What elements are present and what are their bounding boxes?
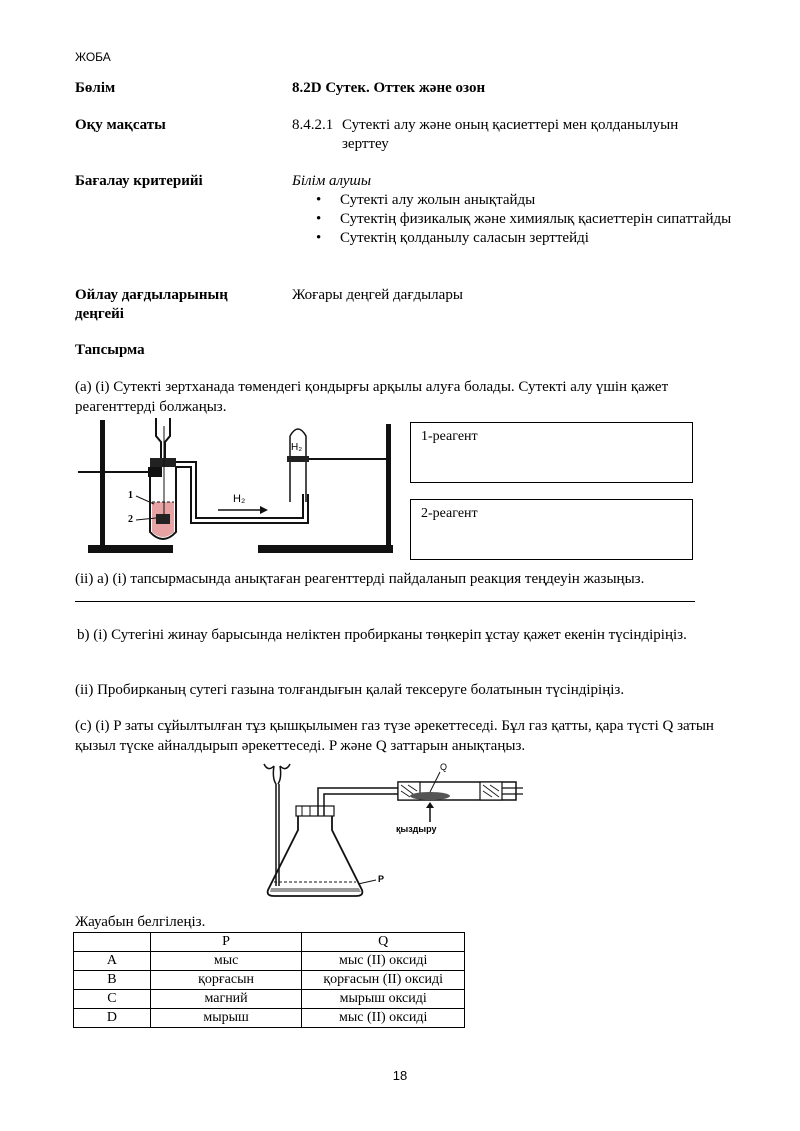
task-title: Тапсырма	[75, 342, 145, 358]
draft-label: ЖОБА	[75, 50, 111, 64]
criteria-item: • Сутектің қолданылу саласын зерттейді	[316, 230, 589, 246]
objective-code: 8.4.2.1	[292, 117, 334, 133]
table-row[interactable]	[74, 1009, 465, 1028]
label-q: Q	[440, 762, 448, 772]
collector-label-h2: H₂	[291, 442, 303, 453]
section-label: Бөлім	[75, 80, 116, 96]
option-letter[interactable]: D	[74, 1009, 151, 1028]
answers-table	[73, 932, 465, 1028]
label-1: 1	[128, 490, 133, 501]
label-heat: қыздыру	[396, 824, 437, 834]
option-q: қорғасын (II) оксиді	[302, 971, 465, 990]
option-p: мырыш	[150, 1009, 302, 1028]
question-b-ii: (ii) Пробирканың сутегі газына толғандығын қалай тексеруге болатынын түсіндіріңіз.	[75, 682, 625, 698]
question-a-i: (а) (і) Сутекті зертханада төмендегі қондырғы арқылы алуға болады. Сутекті алу үшін қажет реагенттерді болжаңыз.	[75, 379, 669, 415]
page-number: 18	[392, 1068, 408, 1083]
question-c-i: (с) (і) P заты сұйылтылған тұз қышқылымен газ түзе әрекеттеседі. Бұл газ қатты, қара түсті Q затын қызыл түске айналдырып әрекеттеседі. P және Q заттарын анықтаңыз.	[75, 718, 714, 754]
reagent-1-box[interactable]	[410, 422, 693, 483]
option-p: магний	[150, 990, 302, 1009]
question-b-i: b) (і) Сутегіні жинау барысында неліктен пробирканы төңкеріп ұстау қажет екенін түсіндіріңіз.	[77, 627, 687, 643]
table-row[interactable]	[74, 971, 465, 990]
criteria-block	[292, 172, 732, 248]
criteria-list	[292, 191, 732, 248]
bullet-icon: •	[316, 211, 322, 227]
criteria-intro: Білім алушы	[292, 173, 372, 189]
objective-text: Сутекті алу және оның қасиеттері мен қолданылуын зерттеу	[342, 117, 679, 152]
reagent-1-label: 1-реагент	[421, 429, 478, 444]
option-p: мыс	[150, 952, 302, 971]
answer-prompt: Жауабын белгілеңіз.	[75, 914, 206, 930]
hydrogen-apparatus-diagram	[78, 414, 398, 554]
bullet-icon: •	[316, 192, 322, 208]
criteria-item: • Сутектің физикалық және химиялық қасиеттерін сипаттайды	[316, 211, 732, 227]
table-header-cell: P	[150, 933, 302, 952]
table-header-cell: Q	[302, 933, 465, 952]
answer-line[interactable]	[75, 601, 695, 602]
table-row[interactable]	[74, 990, 465, 1009]
objective-label: Оқу мақсаты	[75, 117, 166, 133]
bullet-icon: •	[316, 230, 322, 246]
criteria-label: Бағалау критерийі	[75, 173, 203, 189]
question-a-ii: (ii) а) (і) тапсырмасында анықтаған реагенттерді пайдаланып реакция теңдеуін жазыңыз.	[75, 571, 645, 587]
option-letter[interactable]: C	[74, 990, 151, 1009]
reagent-2-box[interactable]	[410, 499, 693, 560]
option-p: қорғасын	[150, 971, 302, 990]
option-q: мырыш оксиді	[302, 990, 465, 1009]
thinking-label: Ойлау дағдыларының деңгейі	[75, 287, 228, 322]
criteria-item: • Сутекті алу жолын анықтайды	[316, 192, 536, 208]
option-q: мыс (II) оксиді	[302, 952, 465, 971]
table-row[interactable]	[74, 952, 465, 971]
reagent-2-label: 2-реагент	[421, 506, 478, 521]
table-header-cell	[74, 933, 151, 952]
reduction-apparatus-diagram	[258, 758, 523, 903]
option-q: мыс (II) оксиді	[302, 1009, 465, 1028]
label-p: P	[378, 874, 385, 884]
thinking-value: Жоғары деңгей дағдылары	[292, 287, 463, 303]
option-letter[interactable]: B	[74, 971, 151, 990]
gas-label-h2: H₂	[233, 493, 246, 505]
label-2: 2	[128, 514, 133, 525]
table-header-row	[74, 933, 465, 952]
option-letter[interactable]: A	[74, 952, 151, 971]
section-value: 8.2D Сутек. Оттек және озон	[292, 80, 486, 96]
